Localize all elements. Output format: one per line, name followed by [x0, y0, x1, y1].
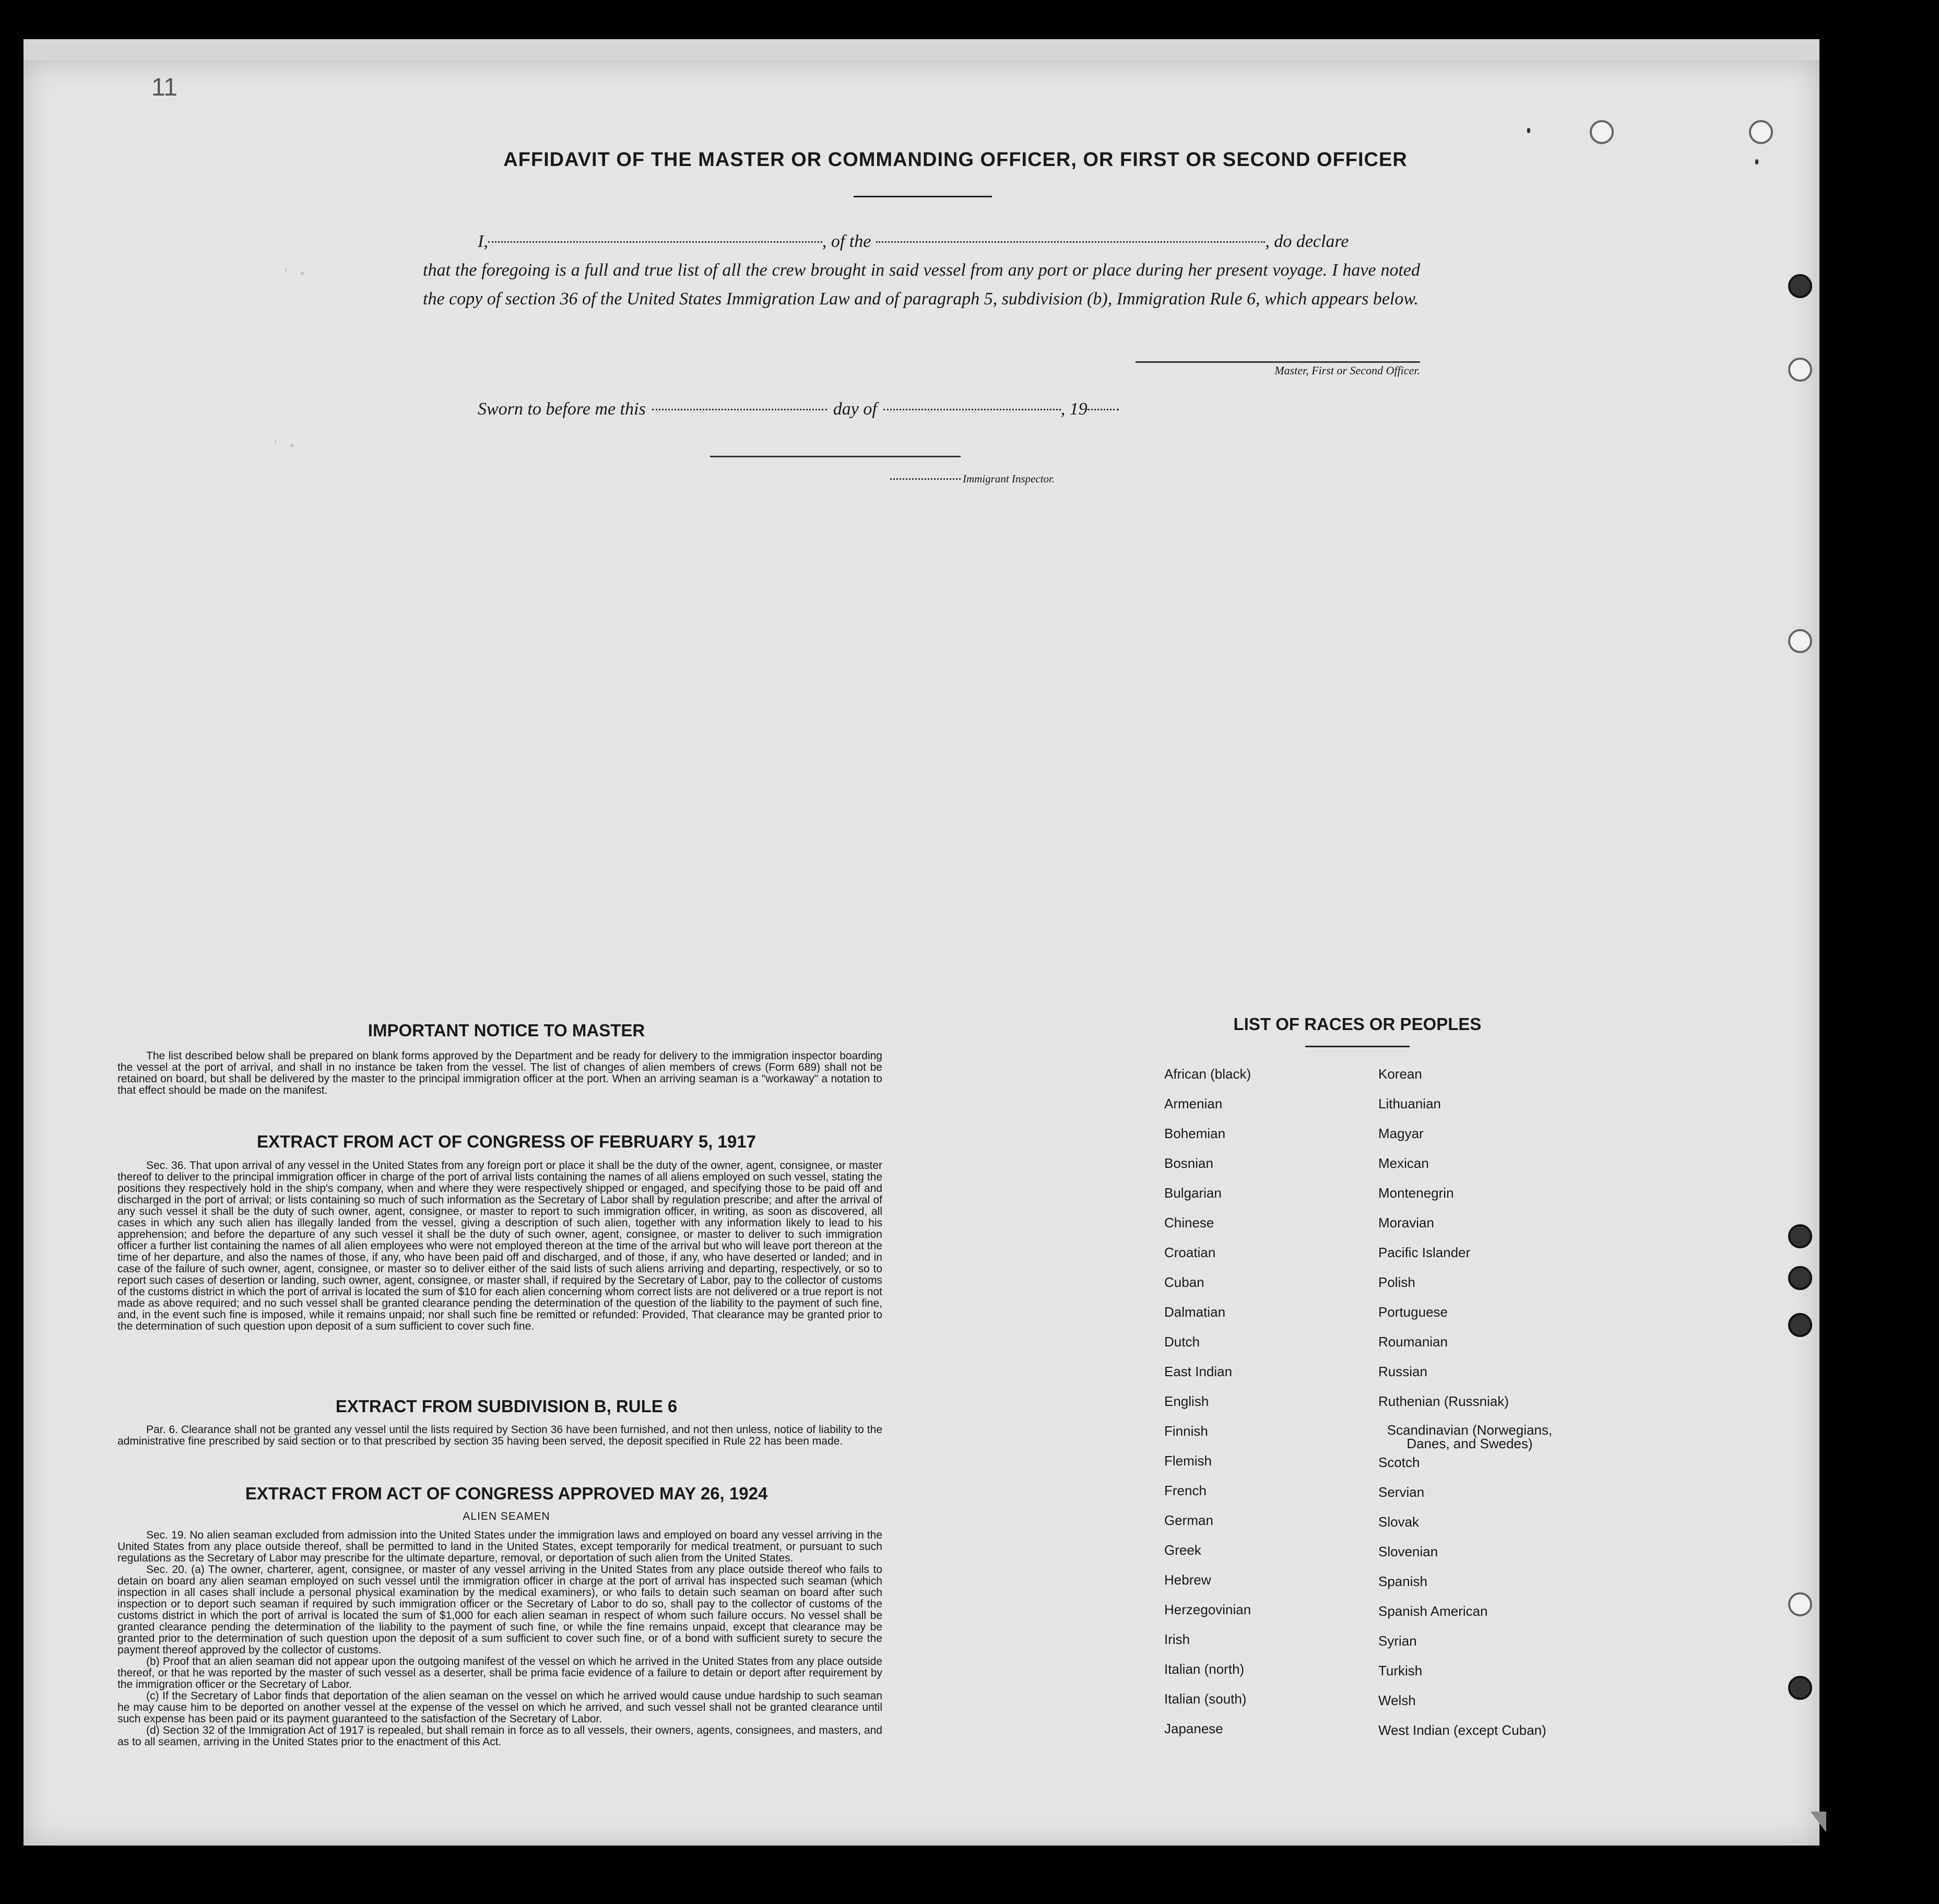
- race-item: Spanish: [1378, 1574, 1427, 1589]
- binder-hole: [1788, 629, 1812, 653]
- binder-hole: [1788, 358, 1812, 382]
- race-item: Moravian: [1378, 1215, 1434, 1231]
- race-item: Herzegovinian: [1164, 1602, 1251, 1617]
- race-item: Spanish American: [1378, 1603, 1488, 1619]
- race-item: Welsh: [1378, 1693, 1416, 1708]
- race-item: Scotch: [1378, 1454, 1420, 1470]
- vessel-blank[interactable]: [876, 241, 1265, 243]
- affidavit-do-declare: , do declare: [1265, 232, 1349, 251]
- race-item: Italian (north): [1164, 1661, 1245, 1677]
- affidavit-statement: that the foregoing is a full and true list of all the crew brought in said vessel from any port or place during her present voyage. I have noted the copy of section 36 of the United States Immigration Law and of paragraph 5, subdivision (b), Immigration Rule 6, which appears below.: [423, 261, 1420, 309]
- rule-6-body: [117, 1424, 882, 1447]
- race-item: East Indian: [1164, 1364, 1233, 1379]
- binder-hole: [1788, 1266, 1812, 1290]
- page-number: 11: [151, 74, 178, 101]
- act-1924-sec-20a: Sec. 20. (a) The owner, charterer, agent, consignee, or master of any vessel arriving in the United States from any place outside thereof who fails to detain on board any alien seaman employed on such vessel until the immigration officer in charge at the port of arrival has inspected such seaman (which inspection in all cases shall include a personal physical examination by the medical examiners), or who fails to detain such seaman on board after such inspection or to deport such seaman if required by such immigration officer or the Secretary of Labor to do so, shall pay to the collector of customs of the customs district in which the port of arrival is located the sum of $1,000 for each alien seaman in respect of whom such failure occurs. No vessel shall be granted clearance pending the determination of the liability to the payment of such fine, or while the fine remains unpaid, except that clearance may be granted prior to the determination of such question upon the deposit of a sum sufficient to cover such fine, or of a bond with sufficient surety to secure the payment thereof approved by the collector of customs.: [117, 1564, 882, 1656]
- races-title: LIST OF RACES OR PEOPLES: [1233, 1014, 1482, 1034]
- officer-signature-caption: Master, First or Second Officer.: [1274, 364, 1420, 377]
- race-item: English: [1164, 1393, 1209, 1409]
- binder-hole: [1749, 120, 1773, 144]
- race-item: Montenegrin: [1378, 1185, 1454, 1201]
- race-item: Greek: [1164, 1542, 1201, 1558]
- race-item: Roumanian: [1378, 1334, 1448, 1350]
- page-corner-fold: [1811, 1812, 1826, 1832]
- race-item: Slovak: [1378, 1514, 1420, 1530]
- affidavit-i: I,: [478, 232, 488, 251]
- act-1924-sec-20b: (b) Proof that an alien seaman did not appear upon the outgoing manifest of the vessel on which he arrived in the United States from any place outside thereof, or that he was reported by the master of such vessel as a deserter, shall be prima facie evidence of a failure to detain or deport after requirement by the immigration officer or the Secretary of Labor.: [117, 1655, 882, 1690]
- binder-hole: [1788, 1676, 1812, 1700]
- bleed-through-text: ' •: [282, 266, 306, 282]
- inspector-caption-text: Immigrant Inspector.: [963, 472, 1055, 485]
- race-item: German: [1164, 1512, 1213, 1528]
- binder-hole: [1590, 120, 1614, 144]
- notice-title: IMPORTANT NOTICE TO MASTER: [368, 1021, 645, 1040]
- act-1924-title: EXTRACT FROM ACT OF CONGRESS APPROVED MAY 26, 1924: [245, 1484, 768, 1503]
- sworn-prefix: Sworn to before me this: [478, 399, 646, 419]
- inspector-signature-line[interactable]: [710, 456, 961, 457]
- act-1924-sec-19: Sec. 19. No alien seaman excluded from admission into the United States under the immigration laws and employed on board any vessel arriving in the United States from any place outside thereof, shall be permitted to land in the United States, except temporarily for medical treatment, or pursuant to such regulations as the Secretary of Labor may prescribe for the ultimate departure, removal, or deportation of such alien from the United States.: [117, 1529, 882, 1564]
- race-item: Russian: [1378, 1364, 1427, 1379]
- race-item: Slovenian: [1378, 1544, 1438, 1559]
- rule-6-paragraph-6: Par. 6. Clearance shall not be granted any vessel until the lists required by Section 36 have been furnished, and not then unless, notice of liability to the administrative fine prescribed by said section or to that prescribed by section 35 having been served, the deposit specified in Rule 22 has been made.: [117, 1424, 882, 1447]
- bleed-through-text: ' •: [271, 439, 296, 454]
- race-item: Lithuanian: [1378, 1096, 1441, 1111]
- race-item: Ruthenian (Russniak): [1378, 1393, 1509, 1409]
- race-item: African (black): [1164, 1066, 1251, 1082]
- act-1924-subtitle: ALIEN SEAMEN: [463, 1510, 550, 1522]
- act-1924-body: [117, 1530, 882, 1748]
- affidavit-of-the: , of the: [822, 232, 871, 251]
- sworn-day-blank[interactable]: [652, 409, 827, 410]
- race-item: Korean: [1378, 1066, 1422, 1082]
- race-item: Japanese: [1164, 1721, 1223, 1736]
- race-item: West Indian (except Cuban): [1378, 1722, 1546, 1738]
- binder-hole: [1788, 1313, 1812, 1337]
- top-edge-strip: [23, 39, 1819, 62]
- officer-signature-line[interactable]: [1136, 361, 1420, 363]
- race-item: Magyar: [1378, 1126, 1424, 1141]
- race-item: Syrian: [1378, 1633, 1417, 1649]
- affidavit-title: AFFIDAVIT OF THE MASTER OR COMMANDING OFFICER, OR FIRST OR SECOND OFFICER: [503, 149, 1408, 171]
- act-1924-sec-20c: (c) If the Secretary of Labor finds that deportation of the alien seaman on the vessel on which he arrived would cause undue hardship to such seaman he may cause him to be deported on another vessel at the expense of the vessel on which he arrived, and such vessel shall not be granted clearance until such expense has been paid or its payment guaranteed to the satisfaction of the Secretary of Labor.: [117, 1690, 882, 1725]
- race-item: Armenian: [1164, 1096, 1223, 1111]
- race-item: Mexican: [1378, 1155, 1429, 1171]
- inspector-caption: [890, 472, 1055, 486]
- race-item: Flemish: [1164, 1453, 1212, 1469]
- race-item: Servian: [1378, 1484, 1425, 1500]
- race-item: Polish: [1378, 1274, 1415, 1290]
- race-item: Irish: [1164, 1631, 1190, 1647]
- race-item: Hebrew: [1164, 1572, 1211, 1588]
- name-blank[interactable]: [488, 241, 822, 243]
- rule-6-title: EXTRACT FROM SUBDIVISION B, RULE 6: [335, 1397, 678, 1416]
- sworn-line: [478, 399, 1209, 419]
- race-item: Portuguese: [1378, 1304, 1448, 1320]
- sworn-month-blank[interactable]: [883, 409, 1061, 410]
- act-1917-section-36: Sec. 36. That upon arrival of any vessel in the United States from any foreign port or place it shall be the duty of the owner, agent, consignee, or master thereof to deliver to the principal immigration officer in charge of the port of arrival lists containing the names of all aliens employed on such vessel, stating the positions they respectively hold in the ship's company, when and where they were respectively shipped or engaged, and specifying those to be paid off and discharged in the port of arrival; or lists containing so much of such information as the Secretary of Labor shall by regulation prescribe; and after the arrival of any such vessel it shall be the duty of such owner, agent, consignee, or master to report to such immigration officer, in writing, as soon as discovered, all cases in which any such alien has illegally landed from the vessel, giving a description of such alien, together with any information likely to lead to his apprehension; and before the departure of any such vessel it shall be the duty of such owner, agent, consignee, or master to deliver to such immigration officer a further list containing the names of all alien employees who were not employed thereon at the time of the arrival but who will leave port thereon at the time of her departure, and also the names of those, if any, who have been paid off and discharged, and of those, if any, who have deserted or landed; and in case of the failure of such owner, agent, consignee, or master so to deliver either of the said lists of such aliens arriving and departing, respectively, or so to report such cases of desertion or landing, such owner, agent, consignee, or master shall, if required by the Secretary of Labor, pay to the collector of customs of the customs district in which the port of arrival is located the sum of $10 for each alien concerning whom correct lists are not delivered or a true report is not made as above required; and no such vessel shall be granted clearance pending the determination of the question of the liability to the payment of such fine, and, in the event such fine is imposed, while it remains unpaid; nor shall such fine be remitted or refunded: Provided, That clearance may be granted prior to the determination of such question upon deposit of a sum sufficient to cover such fine.: [117, 1160, 882, 1332]
- notice-body: [117, 1050, 882, 1096]
- act-1917-body: [117, 1160, 882, 1332]
- affidavit-body: [423, 227, 1420, 313]
- race-item: Croatian: [1164, 1245, 1216, 1260]
- sworn-year-blank[interactable]: [1087, 409, 1119, 410]
- affidavit-title-rule: [854, 196, 992, 197]
- races-title-rule: [1305, 1046, 1410, 1047]
- race-item: Dalmatian: [1164, 1304, 1226, 1320]
- race-item: Bohemian: [1164, 1126, 1226, 1141]
- race-item: Bosnian: [1164, 1155, 1213, 1171]
- affidavit-declaration-line: [423, 227, 1420, 256]
- race-item: Pacific Islander: [1378, 1245, 1471, 1260]
- binder-hole: [1788, 1224, 1812, 1248]
- act-1924-sec-20d: (d) Section 32 of the Immigration Act of 1917 is repealed, but shall remain in force as to all vessels, their owners, agents, consignees, and masters, and as to all seamen, arriving in the United States prior to the enactment of this Act.: [117, 1724, 882, 1748]
- race-item: Finnish: [1164, 1423, 1208, 1439]
- race-item: Chinese: [1164, 1215, 1214, 1231]
- race-item: Bulgarian: [1164, 1185, 1222, 1201]
- race-item: French: [1164, 1483, 1207, 1498]
- binder-hole: [1788, 274, 1812, 298]
- sworn-day-of: day of: [833, 399, 877, 419]
- race-item: Dutch: [1164, 1334, 1200, 1350]
- race-item: Turkish: [1378, 1663, 1423, 1678]
- binder-hole: [1788, 1592, 1812, 1616]
- sworn-year: , 19: [1060, 399, 1087, 419]
- race-item: Cuban: [1164, 1274, 1204, 1290]
- stray-mark: [1527, 128, 1530, 133]
- race-item: Italian (south): [1164, 1691, 1247, 1707]
- stray-mark: [1755, 159, 1758, 164]
- notice-paragraph: The list described below shall be prepared on blank forms approved by the Department and be ready for delivery to the immigration inspector boarding the vessel at the port of arrival, and shall in no instance be taken from the vessel. The list of changes of alien members of crews (Form 689) shall not be retained on board, but shall be delivered by the master to the principal immigration officer at the port. When an arriving seaman is a "workaway" a notation to that effect should be made on the manifest.: [117, 1050, 882, 1096]
- race-item: Scandinavian (Norwegians, Danes, and Swedes): [1387, 1422, 1553, 1451]
- act-1917-title: EXTRACT FROM ACT OF CONGRESS OF FEBRUARY 5, 1917: [257, 1132, 756, 1151]
